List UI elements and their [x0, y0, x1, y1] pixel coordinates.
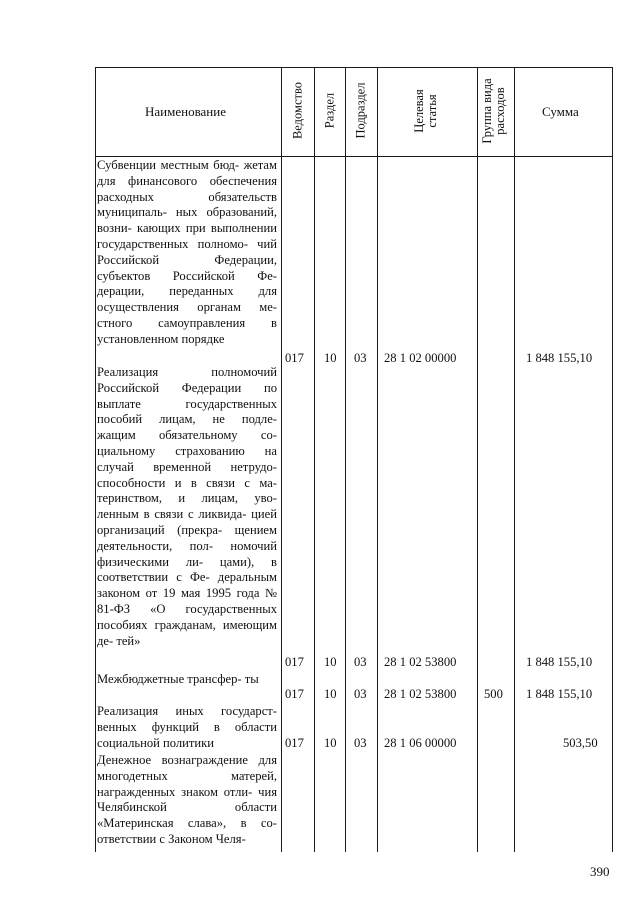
- row-4-sum: 503,50: [563, 736, 598, 750]
- row-3-sum: 1 848 155,10: [526, 687, 593, 701]
- row-2-podrazdel: 03: [354, 655, 367, 669]
- col-border-3: [345, 67, 346, 852]
- row-3-name: Межбюджетные трансфер- ты: [97, 672, 259, 686]
- row-1-target: 28 1 02 00000: [384, 351, 457, 365]
- row-2-razdel: 10: [324, 655, 337, 669]
- row-2-target: 28 1 02 53800: [384, 655, 457, 669]
- row-2-name: Реализация полномочий Российской Федерации по выплате государственных пособий лицам, не подле- жащим обязательному со- циальному страхованию на случай временной нетрудо- способности и в связи с ма- теринством, и лицам, уво- ленным в связи с ликвида- цией организаций (прекра- щением деятельности, пол- номочий физическими ли- цами), в соответствии с Фе- деральным законом от 19 мая 1995 года № 81-ФЗ «О государственных пособиях гражданам, имеющим де- тей»: [97, 365, 277, 648]
- header-vedomstvo: Ведомство: [290, 81, 305, 140]
- row-3-razdel: 10: [324, 687, 337, 701]
- header-target-line1: Целевая: [412, 89, 426, 133]
- row-4-vedomstvo: 017: [285, 736, 304, 750]
- header-sum: Сумма: [542, 104, 579, 119]
- col-border-right: [612, 67, 613, 852]
- row-3-podrazdel: 03: [354, 687, 367, 701]
- header-razdel: Раздел: [322, 92, 337, 129]
- page-number: 390: [590, 864, 610, 879]
- row-3-vedomstvo: 017: [285, 687, 304, 701]
- row-5-name: Денежное вознаграждение для многодетных матерей, награжденных знаком отли- чия Челябинской области «Материнская слава», в со- ответствии с Законом Челя-: [97, 753, 277, 846]
- header-expense-group: [481, 61, 509, 161]
- header-target-article: [413, 61, 441, 161]
- col-border-2: [314, 67, 315, 852]
- header-podrazdel: Подраздел: [353, 82, 368, 139]
- row-3-group: 500: [484, 687, 503, 701]
- col-border-6: [514, 67, 515, 852]
- row-4-target: 28 1 06 00000: [384, 736, 457, 750]
- col-border-5: [477, 67, 478, 852]
- row-1-sum: 1 848 155,10: [526, 351, 593, 365]
- col-border-1: [281, 67, 282, 852]
- row-4-razdel: 10: [324, 736, 337, 750]
- header-group-line2: расходов: [493, 87, 507, 135]
- col-border-left: [95, 67, 96, 852]
- row-3-target: 28 1 02 53800: [384, 687, 457, 701]
- row-1-name: Субвенции местным бюд- жетам для финансового обеспечения расходных обязательств муниципаль- ных образований, возни- кающих при выполнении государственных полномо- чий Российской Федерации, субъектов Российской Фе- дерации, переданных для осуществления органам ме- стного самоуправления в установленном порядке: [97, 158, 277, 346]
- row-2-vedomstvo: 017: [285, 655, 304, 669]
- col-border-4: [377, 67, 378, 852]
- header-group-line1: Группа вида: [480, 78, 494, 144]
- header-name: Наименование: [145, 104, 226, 119]
- row-1-vedomstvo: 017: [285, 351, 304, 365]
- row-2-sum: 1 848 155,10: [526, 655, 593, 669]
- row-4-name: Реализация иных государст- венных функций в области социальной политики: [97, 704, 277, 750]
- header-target-line2: статья: [425, 94, 439, 128]
- row-4-podrazdel: 03: [354, 736, 367, 750]
- row-1-podrazdel: 03: [354, 351, 367, 365]
- row-1-razdel: 10: [324, 351, 337, 365]
